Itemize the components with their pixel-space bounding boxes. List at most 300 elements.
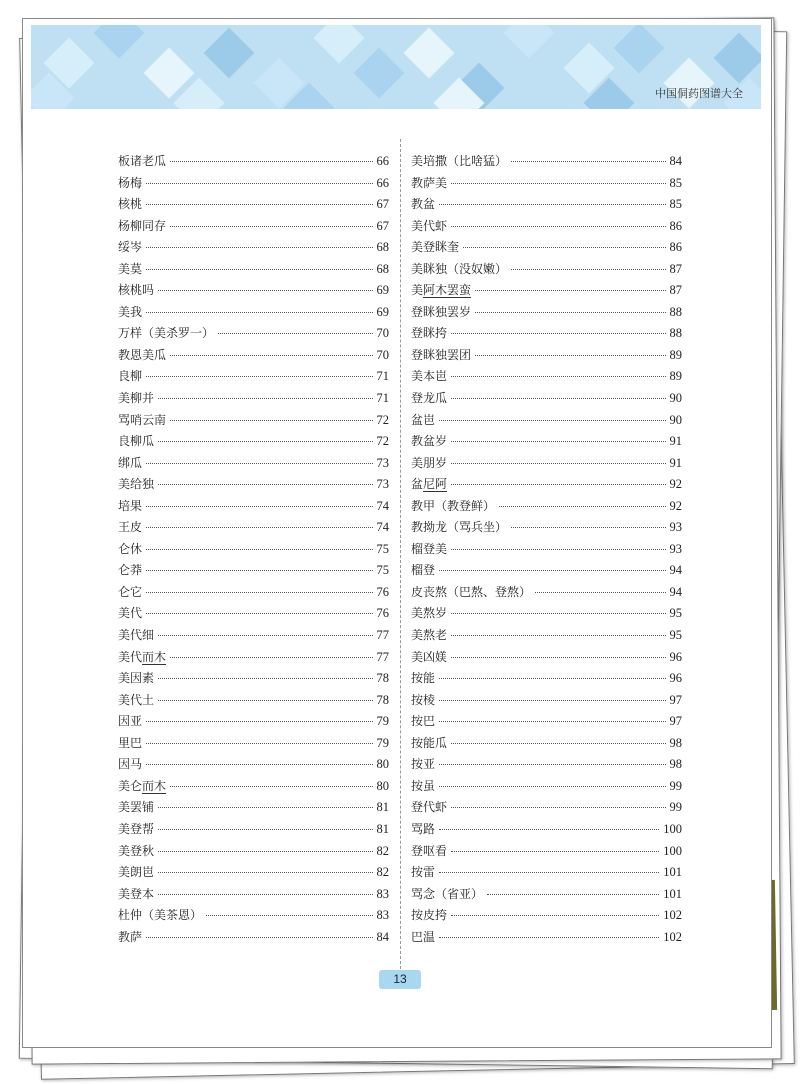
toc-entry[interactable]: [411, 432, 682, 454]
entry-page: 81: [376, 800, 389, 815]
entry-name-text: 榴登美: [411, 541, 448, 556]
toc-entry[interactable]: [118, 906, 389, 928]
leader-dots: [451, 807, 665, 808]
leader-dots: [158, 894, 372, 895]
toc-entry[interactable]: [118, 411, 389, 433]
entry-page: 74: [376, 498, 389, 513]
entry-name-text: 美朗岜: [118, 865, 155, 880]
book-title: 中国侗药图谱大全: [655, 87, 743, 100]
entry-name: [118, 712, 142, 729]
leader-dots: [146, 613, 372, 614]
entry-name-text: 杜仲（美茶恩）: [118, 908, 203, 923]
leader-dots: [146, 247, 372, 248]
entry-page: 102: [663, 908, 682, 923]
entry-name: [411, 734, 447, 751]
entry-name: [118, 260, 142, 277]
leader-dots: [146, 204, 372, 205]
entry-name: [411, 324, 447, 341]
entry-page: 96: [669, 671, 682, 686]
toc-entry[interactable]: [411, 540, 682, 562]
toc-entry[interactable]: [411, 195, 682, 217]
toc-entry[interactable]: [118, 540, 389, 562]
toc-entry[interactable]: [411, 303, 682, 325]
entry-name-text: 美培撒（比啥猛）: [411, 154, 508, 168]
leader-dots: [499, 506, 665, 507]
entry-name: [118, 195, 142, 212]
entry-page: 92: [669, 498, 682, 513]
leader-dots: [439, 786, 665, 787]
entry-name-underlined: 而木: [142, 778, 167, 793]
leader-dots: [439, 204, 665, 205]
entry-page: 77: [376, 628, 389, 643]
diamond-shape: [404, 28, 455, 79]
leader-dots: [451, 613, 665, 614]
entry-name: [411, 411, 435, 428]
toc-entry[interactable]: [118, 152, 389, 174]
entry-name-underlined: 而木: [142, 649, 167, 664]
entry-name: [118, 217, 166, 234]
leader-dots: [475, 355, 665, 356]
entry-page: 79: [376, 735, 389, 750]
toc-entry[interactable]: [411, 454, 682, 476]
toc-page: [22, 18, 772, 1048]
leader-dots: [487, 894, 659, 895]
toc-entry[interactable]: [411, 885, 682, 907]
toc-entry[interactable]: [411, 863, 682, 885]
entry-name: [118, 626, 154, 643]
entry-name: [118, 583, 142, 600]
toc-entry[interactable]: [118, 367, 389, 389]
entry-page: 83: [376, 908, 389, 923]
page-number: 13: [379, 970, 421, 989]
entry-name: [118, 454, 142, 471]
toc-entry[interactable]: [118, 842, 389, 864]
entry-page: 77: [376, 649, 389, 664]
toc-entry[interactable]: [411, 497, 682, 519]
leader-dots: [463, 247, 665, 248]
toc-entry[interactable]: [118, 260, 389, 282]
entry-name: [118, 842, 154, 859]
entry-name-text: 美眯独（没奴嫩）: [411, 261, 508, 276]
entry-page: 89: [669, 347, 682, 362]
leader-dots: [170, 657, 372, 658]
entry-name: [411, 885, 483, 902]
entry-page: 75: [376, 541, 389, 556]
entry-name-text: 教盆: [411, 197, 436, 212]
entry-page: 76: [376, 584, 389, 599]
entry-name: [118, 604, 142, 621]
toc-entry[interactable]: [411, 238, 682, 260]
entry-page: 72: [376, 434, 389, 449]
entry-name-text: 美登本: [118, 886, 155, 901]
entry-name: [411, 798, 447, 815]
entry-page: 87: [669, 283, 682, 298]
entry-name: [118, 691, 154, 708]
entry-name-text: 里巴: [118, 735, 143, 750]
toc-entry[interactable]: [411, 626, 682, 648]
leader-dots: [475, 312, 665, 313]
entry-page: 94: [669, 563, 682, 578]
toc-entry[interactable]: [411, 475, 682, 497]
leader-dots: [146, 764, 372, 765]
toc-entry[interactable]: [118, 281, 389, 303]
toc-entry[interactable]: [411, 928, 682, 950]
entry-page: 96: [669, 649, 682, 664]
entry-page: 85: [669, 175, 682, 190]
entry-page: 74: [376, 520, 389, 535]
toc-entry[interactable]: [118, 303, 389, 325]
entry-name: [411, 432, 447, 449]
entry-name-text: 登眯独罢岁: [411, 304, 472, 319]
entry-page: 68: [376, 261, 389, 276]
entry-name-text: 杨柳同存: [118, 218, 167, 233]
leader-dots: [146, 721, 372, 722]
entry-page: 73: [376, 455, 389, 470]
entry-name: [411, 454, 447, 471]
toc-entry[interactable]: [411, 561, 682, 583]
toc-entry[interactable]: [118, 885, 389, 907]
entry-name-text: 美代: [118, 606, 143, 621]
diamond-shape: [504, 25, 555, 58]
entry-name-text: 板诸老瓜: [118, 154, 167, 168]
entry-name: [411, 820, 435, 837]
entry-page: 94: [669, 584, 682, 599]
entry-page: 67: [376, 218, 389, 233]
entry-page: 101: [663, 886, 682, 901]
entry-page: 88: [669, 304, 682, 319]
entry-name-text: 教恩美瓜: [118, 347, 167, 362]
diamond-shape: [714, 33, 761, 84]
entry-name-text: 美熬老: [411, 628, 448, 643]
entry-name-text: 美本岜: [411, 369, 448, 384]
entry-page: 83: [376, 886, 389, 901]
toc-entry[interactable]: [118, 432, 389, 454]
toc-entry[interactable]: [411, 669, 682, 691]
toc-entry[interactable]: [411, 324, 682, 346]
toc-entry[interactable]: [118, 389, 389, 411]
toc-entry[interactable]: [411, 367, 682, 389]
entry-name-text: 美代细: [118, 628, 155, 643]
entry-page: 69: [376, 304, 389, 319]
leader-dots: [158, 872, 372, 873]
toc-entry[interactable]: [118, 648, 389, 670]
header-banner: [31, 25, 761, 109]
entry-page: 84: [376, 929, 389, 944]
toc-entry[interactable]: [118, 217, 389, 239]
entry-name-text: 登眯独罢团: [411, 347, 472, 362]
toc-entry[interactable]: [411, 712, 682, 734]
toc-entry[interactable]: [118, 928, 389, 950]
toc-entry[interactable]: [118, 475, 389, 497]
toc-entry[interactable]: [118, 561, 389, 583]
entry-page: 75: [376, 563, 389, 578]
leader-dots: [206, 915, 372, 916]
entry-name-text: 教甲（教登鲜）: [411, 498, 496, 513]
entry-name-text: 骂路: [411, 821, 436, 836]
toc-entry[interactable]: [118, 777, 389, 799]
entry-name: [118, 777, 166, 794]
entry-page: 81: [376, 821, 389, 836]
toc-entry[interactable]: [411, 346, 682, 368]
leader-dots: [146, 937, 372, 938]
entry-name: [411, 367, 447, 384]
entry-name-underlined: 尼阿: [423, 477, 448, 492]
entry-name-text: 美: [411, 283, 424, 298]
entry-page: 97: [669, 692, 682, 707]
entry-name-text: 盆岜: [411, 412, 436, 427]
diamond-shape: [614, 25, 665, 73]
toc-entry[interactable]: [118, 604, 389, 626]
entry-name-text: 核桃: [118, 197, 143, 212]
entry-name-text: 美熬岁: [411, 606, 448, 621]
leader-dots: [158, 484, 372, 485]
entry-name: [118, 863, 154, 880]
toc-entry[interactable]: [411, 217, 682, 239]
toc-entry[interactable]: [411, 755, 682, 777]
leader-dots: [451, 635, 665, 636]
entry-name-text: 按能瓜: [411, 735, 448, 750]
entry-page: 78: [376, 692, 389, 707]
leader-dots: [158, 678, 372, 679]
leader-dots: [146, 376, 372, 377]
entry-name: [118, 324, 214, 341]
entry-name: [411, 604, 447, 621]
entry-name: [118, 303, 142, 320]
leader-dots: [451, 915, 659, 916]
entry-name-text: 皮丧熬（巴熬、登熬）: [411, 584, 532, 599]
entry-page: 93: [669, 520, 682, 535]
toc-entry[interactable]: [118, 712, 389, 734]
leader-dots: [158, 441, 372, 442]
entry-name: [411, 281, 471, 298]
toc-entry[interactable]: [118, 454, 389, 476]
diamond-shape: [314, 25, 365, 63]
toc-entry[interactable]: [411, 583, 682, 605]
entry-page: 85: [669, 197, 682, 212]
entry-page: 73: [376, 477, 389, 492]
leader-dots: [451, 226, 665, 227]
toc-entry[interactable]: [118, 820, 389, 842]
entry-name: [118, 734, 142, 751]
toc-entry[interactable]: [411, 777, 682, 799]
entry-name-text: 美柳并: [118, 391, 155, 406]
entry-name: [411, 346, 471, 363]
toc-entry[interactable]: [118, 798, 389, 820]
toc-entry[interactable]: [118, 518, 389, 540]
entry-name: [411, 669, 435, 686]
toc-entry[interactable]: [118, 755, 389, 777]
entry-name-text: 美给独: [118, 477, 155, 492]
toc-left-column: [118, 152, 389, 949]
entry-page: 98: [669, 757, 682, 772]
entry-page: 93: [669, 541, 682, 556]
leader-dots: [511, 269, 665, 270]
toc-entry[interactable]: [411, 174, 682, 196]
entry-name: [411, 217, 447, 234]
entry-name-text: 按能: [411, 671, 436, 686]
entry-name-text: 万样（美杀罗一）: [118, 326, 215, 341]
entry-name-text: 登代虾: [411, 800, 448, 815]
leader-dots: [146, 743, 372, 744]
entry-page: 82: [376, 843, 389, 858]
entry-name-text: 良柳: [118, 369, 143, 384]
entry-name: [118, 755, 142, 772]
entry-name-text: 仑休: [118, 541, 143, 556]
entry-name: [118, 152, 166, 169]
entry-page: 66: [376, 154, 389, 168]
entry-name: [118, 281, 154, 298]
entry-page: 70: [376, 347, 389, 362]
leader-dots: [146, 506, 372, 507]
entry-name: [118, 885, 154, 902]
entry-name-text: 骂哨云南: [118, 412, 167, 427]
toc-entry[interactable]: [411, 734, 682, 756]
toc-entry[interactable]: [118, 238, 389, 260]
entry-name-text: 美因素: [118, 671, 155, 686]
entry-name: [118, 540, 142, 557]
entry-name: [411, 842, 447, 859]
leader-dots: [439, 829, 659, 830]
entry-name-text: 按皮挎: [411, 908, 448, 923]
entry-name-text: 按亚: [411, 757, 436, 772]
toc-entry[interactable]: [118, 669, 389, 691]
entry-name: [118, 389, 154, 406]
toc-entry[interactable]: [411, 906, 682, 928]
entry-page: 68: [376, 240, 389, 255]
entry-page: 92: [669, 477, 682, 492]
toc-entry[interactable]: [411, 389, 682, 411]
leader-dots: [439, 721, 665, 722]
entry-page: 82: [376, 865, 389, 880]
entry-name: [118, 346, 166, 363]
entry-name: [411, 518, 507, 535]
entry-name-text: 盆: [411, 477, 424, 492]
entry-name-text: 按巴: [411, 714, 436, 729]
entry-name-text: 良柳瓜: [118, 434, 155, 449]
toc-entry[interactable]: [411, 842, 682, 864]
toc-entry[interactable]: [411, 411, 682, 433]
entry-page: 101: [663, 865, 682, 880]
leader-dots: [451, 441, 665, 442]
toc-entry[interactable]: [118, 583, 389, 605]
toc-entry[interactable]: [118, 346, 389, 368]
entry-name: [411, 755, 435, 772]
toc-entry[interactable]: [411, 152, 682, 174]
toc-entry[interactable]: [411, 648, 682, 670]
leader-dots: [451, 398, 665, 399]
entry-name: [411, 195, 435, 212]
toc-entry[interactable]: [411, 691, 682, 713]
entry-name: [118, 928, 142, 945]
diamond-shape: [354, 48, 405, 99]
leader-dots: [439, 678, 665, 679]
leader-dots: [451, 484, 665, 485]
entry-page: 72: [376, 412, 389, 427]
entry-page: 95: [669, 606, 682, 621]
entry-name: [411, 303, 471, 320]
entry-name-text: 教萨: [118, 929, 143, 944]
toc-entry[interactable]: [118, 734, 389, 756]
entry-page: 67: [376, 197, 389, 212]
leader-dots: [146, 592, 372, 593]
leader-dots: [158, 829, 372, 830]
leader-dots: [146, 527, 372, 528]
entry-name: [411, 389, 447, 406]
toc-entry[interactable]: [118, 497, 389, 519]
entry-page: 98: [669, 735, 682, 750]
leader-dots: [158, 700, 372, 701]
entry-page: 71: [376, 369, 389, 384]
entry-name: [411, 712, 435, 729]
entry-name: [118, 669, 154, 686]
entry-name-text: 美仑: [118, 778, 143, 793]
entry-page: 79: [376, 714, 389, 729]
leader-dots: [170, 355, 372, 356]
leader-dots: [158, 290, 372, 291]
leader-dots: [146, 570, 372, 571]
entry-page: 88: [669, 326, 682, 341]
toc-entry[interactable]: [411, 604, 682, 626]
entry-name: [411, 928, 435, 945]
entry-name-text: 美代: [118, 649, 143, 664]
entry-name-text: 巴温: [411, 929, 436, 944]
entry-page: 71: [376, 391, 389, 406]
toc-entry[interactable]: [411, 798, 682, 820]
entry-name: [411, 540, 447, 557]
entry-name-text: 按棱: [411, 692, 436, 707]
entry-page: 87: [669, 261, 682, 276]
toc-entry[interactable]: [118, 863, 389, 885]
entry-name: [411, 561, 435, 578]
toc-entry[interactable]: [411, 518, 682, 540]
leader-dots: [451, 851, 659, 852]
entry-page: 90: [669, 412, 682, 427]
leader-dots: [158, 807, 372, 808]
leader-dots: [451, 376, 665, 377]
leader-dots: [439, 872, 659, 873]
entry-name-text: 榴登: [411, 563, 436, 578]
entry-name: [118, 561, 142, 578]
leader-dots: [535, 592, 665, 593]
entry-name: [118, 475, 154, 492]
leader-dots: [451, 183, 665, 184]
toc-entry[interactable]: [118, 195, 389, 217]
toc-right-column: [411, 152, 682, 949]
entry-name: [411, 626, 447, 643]
toc-entry[interactable]: [118, 691, 389, 713]
toc-entry[interactable]: [118, 174, 389, 196]
leader-dots: [170, 420, 372, 421]
entry-page: 84: [669, 154, 682, 168]
leader-dots: [146, 269, 372, 270]
entry-name-text: 美罢铺: [118, 800, 155, 815]
column-divider: [400, 139, 401, 969]
entry-name-text: 美莫: [118, 261, 143, 276]
entry-name: [411, 497, 495, 514]
entry-name-text: 美代虾: [411, 218, 448, 233]
toc-entry[interactable]: [411, 260, 682, 282]
entry-name: [118, 432, 154, 449]
toc-entry[interactable]: [411, 281, 682, 303]
entry-name: [411, 260, 507, 277]
toc-entry[interactable]: [118, 324, 389, 346]
leader-dots: [451, 463, 665, 464]
toc-entry[interactable]: [411, 820, 682, 842]
entry-name-text: 美登帮: [118, 821, 155, 836]
entry-page: 95: [669, 628, 682, 643]
toc-entry[interactable]: [118, 626, 389, 648]
leader-dots: [451, 743, 665, 744]
